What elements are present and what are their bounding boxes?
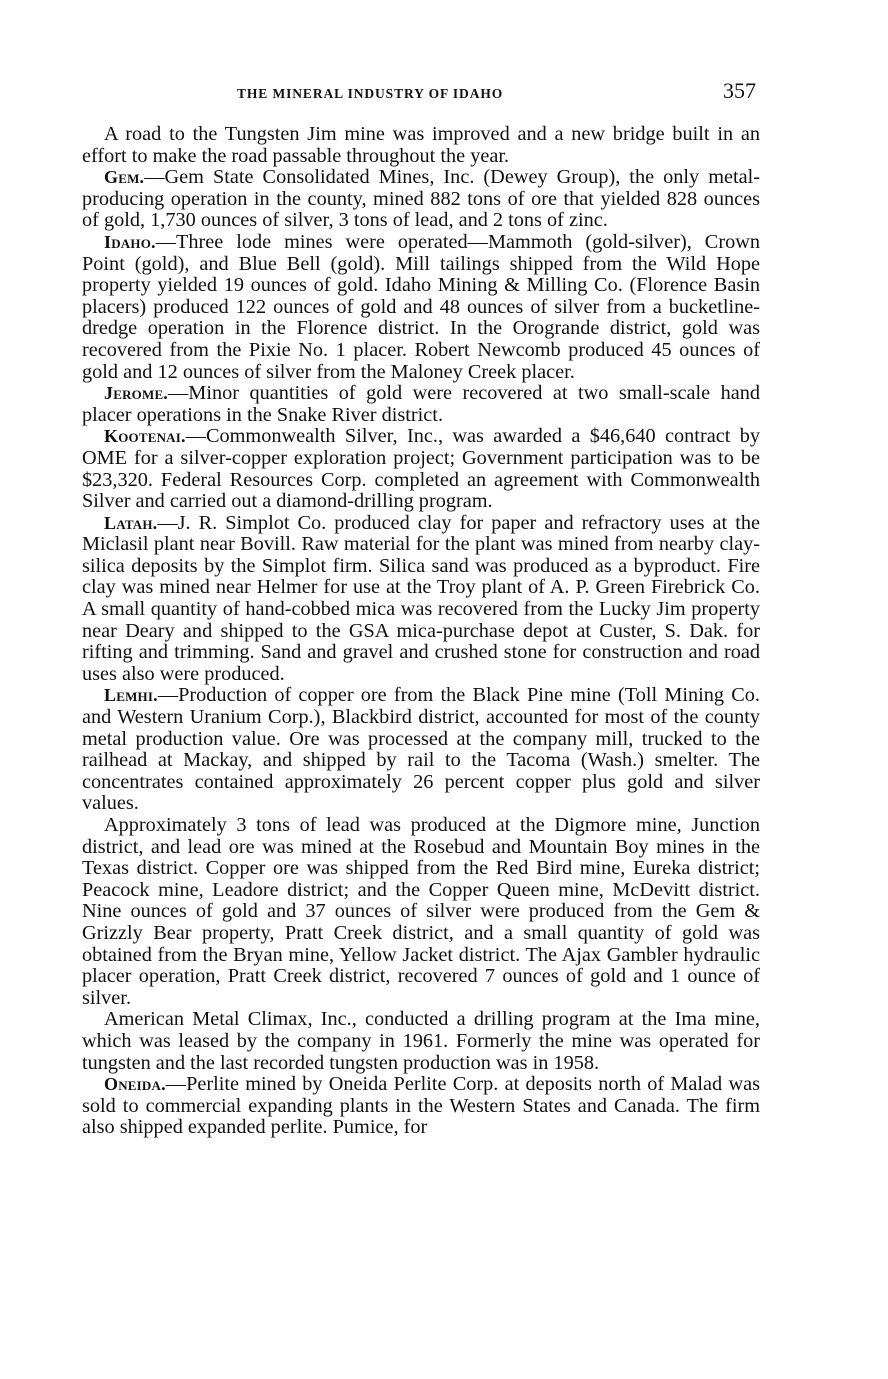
county-heading-jerome: Jerome.: [104, 383, 169, 404]
county-heading-gem: Gem.: [104, 167, 145, 188]
paragraph-lemhi-lead: [82, 815, 760, 1009]
paragraph-text: —Commonwealth Silver, Inc., was awarded a $46,640 contract by OME for a silver-copper exploration project; Government participation was to be $23,320. Federal Resources Corp. completed an agreement with Commonwealth Silver and carried out a diamond-drilling program.: [82, 425, 760, 513]
paragraph-text: Approximately 3 tons of lead was produced at the Digmore mine, Junction district, and lead ore was mined at the Rosebud and Mountain Boy mines in the Texas district. Copper ore was shipped from the Red Bird mine, Eureka district; Peacock mine, Leadore district; and the Copper Queen mine, McDevitt district. Nine ounces of gold and 37 ounces of silver were produced from the Gem & Grizzly Bear property, Pratt Creek district, and a small quantity of gold was obtained from the Bryan mine, Yellow Jacket district. The Ajax Gambler hydraulic placer operation, Pratt Creek district, recovered 7 ounces of gold and 1 ounce of silver.: [82, 814, 760, 1009]
paragraph-text: —Perlite mined by Oneida Perlite Corp. at deposits north of Malad was sold to commercial expanding plants in the Western States and Canada. The firm also shipped expanded perlite. Pumice, for: [82, 1073, 760, 1139]
paragraph-text: —Three lode mines were operated—Mammoth (gold-silver), Crown Point (gold), and Blue Bell (gold). Mill tailings shipped from the Wild Hope property yielded 19 ounces of gold. Idaho Mining & Milling Co. (Florence Basin placers) produced 122 ounces of gold and 48 ounces of silver from a bucketline-dredge operation in the Florence district. In the Orogrande district, gold was recovered from the Pixie No. 1 placer. Robert Newcomb produced 45 ounces of gold and 12 ounces of silver from the Maloney Creek placer.: [82, 230, 760, 383]
county-heading-oneida: Oneida.: [104, 1074, 166, 1095]
paragraph-text: American Metal Climax, Inc., conducted a drilling program at the Ima mine, which was leased by the company in 1961. Formerly the mine was operated for tungsten and the last recorded tungsten production was in 1958.: [82, 1008, 760, 1074]
paragraph-gem: [82, 167, 760, 232]
county-heading-latah: Latah.: [104, 512, 158, 533]
paragraph-lemhi-climax: [82, 1009, 760, 1074]
county-heading-kootenai: Kootenai.: [104, 426, 186, 447]
paragraph-text: —Minor quantities of gold were recovered at two small-scale hand placer operations in the Snake River district.: [82, 382, 760, 426]
paragraph-oneida: [82, 1074, 760, 1139]
paragraph-kootenai: [82, 426, 760, 512]
paragraph-text: —Gem State Consolidated Mines, Inc. (Dewey Group), the only metal-producing operation in the county, mined 882 tons of ore that yielded 828 ounces of gold, 1,730 ounces of silver, 3 tons of lead, and 2 tons of zinc.: [82, 166, 760, 232]
running-title: THE MINERAL INDUSTRY OF IDAHO: [237, 86, 504, 101]
page-number: 357: [723, 78, 756, 103]
paragraph-latah: [82, 513, 760, 686]
paragraph-lemhi: [82, 685, 760, 815]
page-header: [82, 78, 760, 110]
body-text: [82, 124, 760, 1139]
paragraph-text: —Production of copper ore from the Black Pine mine (Toll Mining Co. and Western Uranium Corp.), Blackbird district, accounted for most of the county metal production value. Ore was processed at the company mill, trucked to the railhead at Mackay, and shipped by rail to the Tacoma (Wash.) smelter. The concentrates contained approximately 26 percent copper plus gold and silver values.: [82, 684, 760, 815]
paragraph-text: A road to the Tungsten Jim mine was improved and a new bridge built in an effort to make the road passable throughout the year.: [82, 123, 760, 167]
paragraph-tungsten-jim: [82, 124, 760, 167]
paragraph-text: —J. R. Simplot Co. produced clay for paper and refractory uses at the Miclasil plant near Bovill. Raw material for the plant was mined from nearby clay-silica deposits by the Simplot firm. Silica sand was produced as a byproduct. Fire clay was mined near Helmer for use at the Troy plant of A. P. Green Firebrick Co. A small quantity of hand-cobbed mica was recovered from the Lucky Jim property near Deary and shipped to the GSA mica-purchase depot at Custer, S. Dak. for rifting and trimming. Sand and gravel and crushed stone for construction and road uses also were produced.: [82, 511, 760, 685]
county-heading-lemhi: Lemhi.: [104, 685, 158, 706]
paragraph-jerome: [82, 383, 760, 426]
county-heading-idaho: Idaho.: [104, 231, 156, 252]
paragraph-idaho: [82, 232, 760, 383]
